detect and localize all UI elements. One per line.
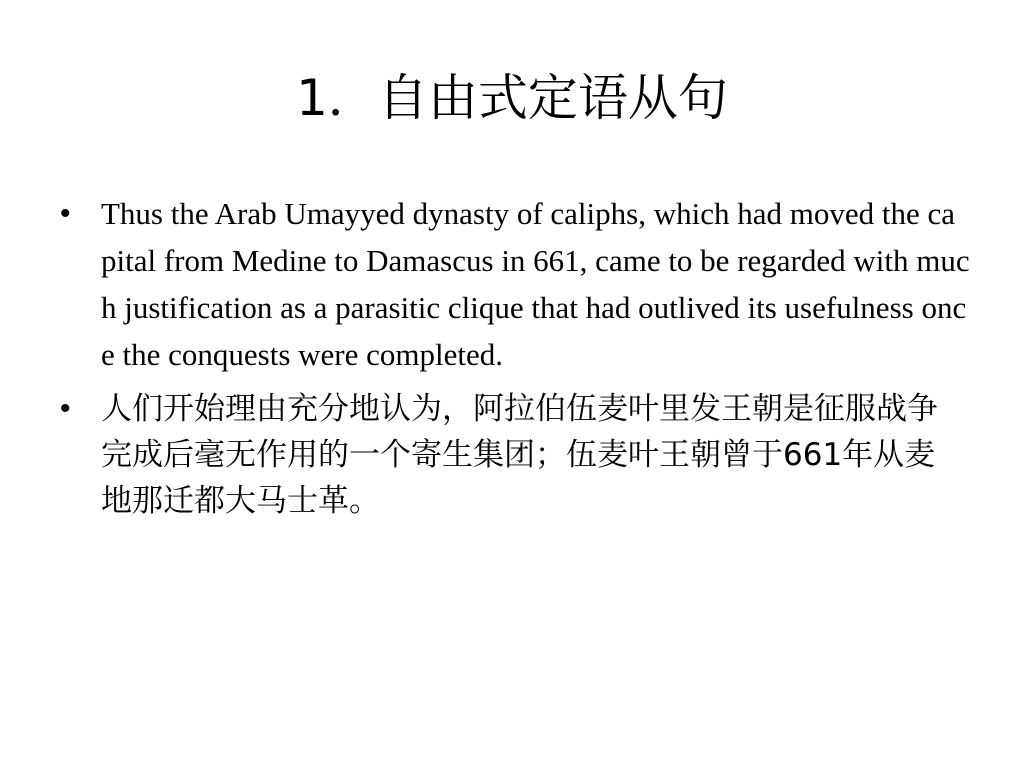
bullet-list [60, 190, 970, 532]
bullet-item-chinese [60, 386, 970, 524]
slide-title: 1．自由式定语从句 [296, 69, 728, 127]
bullet-text-chinese: 人们开始理由充分地认为，阿拉伯伍麦叶里发王朝是征服战争完成后毫无作用的一个寄生集团；伍麦叶王朝曾于661年从麦地那迁都大马士革。 [101, 391, 938, 519]
bullet-item-english [60, 190, 970, 378]
bullet-icon: • [60, 392, 71, 425]
bullet-text-english: Thus the Arab Umayyed dynasty of caliphs, which had moved the capital from Medine to Damascus in 661, came to be regarded with much justification as a parasitic clique that had outlived its usefulness once the conquests were completed. [101, 196, 970, 372]
bullet-icon: • [60, 197, 71, 230]
